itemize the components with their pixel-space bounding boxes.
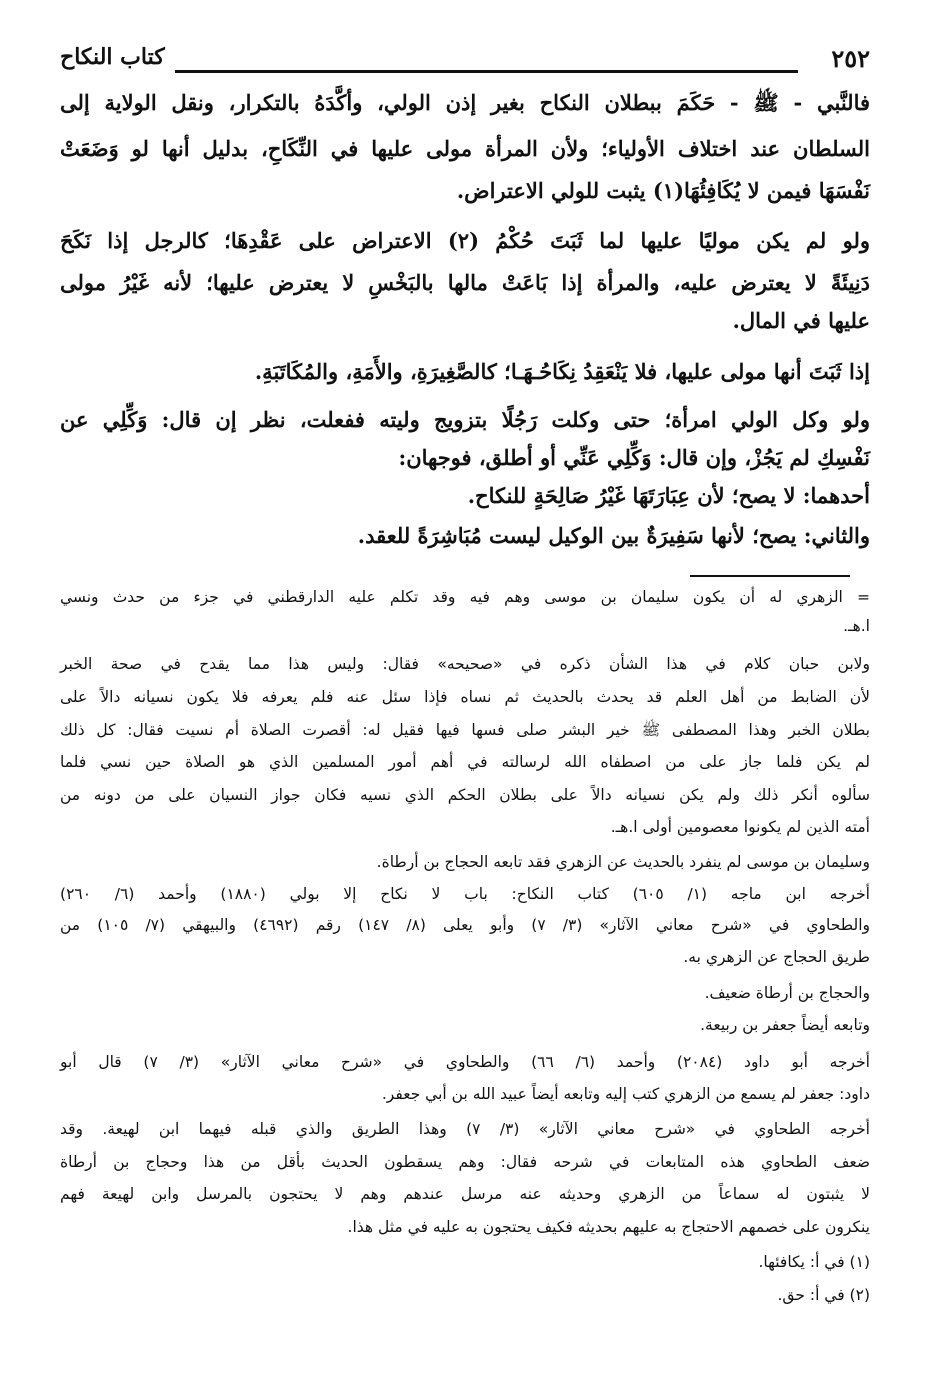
footnote-separator xyxy=(690,575,850,577)
footnote-line: وسليمان بن موسى لم ينفرد بالحديث عن الزهري فقد تابعه الحجاج بن أرطاة. xyxy=(376,853,870,871)
footnote-line: = الزهري له أن يكون سليمان بن موسى وهم فيه وقد تكلم عليه الدارقطني في جزء من حدث ونسي xyxy=(60,588,870,606)
main-line: إذا ثَبَتَ أنها مولى عليها، فلا يَنْعَقِدُ نِكَاحُـهَـا؛ كالصَّغِيرَةِ، والأَمَةِ، والمُكَاتَبَةِ. xyxy=(254,359,870,384)
footnote-line: (١) في أ: يكافئها. xyxy=(758,1253,870,1271)
footnote-line: طريق الحجاج عن الزهري به. xyxy=(683,948,870,966)
chapter-title: كتاب النكاح xyxy=(60,44,165,70)
footnote-line: داود: جعفر لم يسمع من الزهري كتب إليه وتابعه أيضاً عبيد الله بن أبي جعفر. xyxy=(381,1085,870,1103)
main-line: ولو وكل الولي امرأة؛ حتى وكلت رَجُلًا بتزويج وليته ففعلت، نظر إن قال: وَكِّلِي عن xyxy=(60,407,870,432)
page-header xyxy=(60,40,870,80)
footnote-line: لم يكن فلما جاز على من اصطفاه الله لرسالته في أهم أمور المسلمين الذي هو الصلاة حين نسي فلما xyxy=(60,753,870,771)
main-line: عليها في المال. xyxy=(732,308,870,333)
footnote-line: لا يثبتون له سماعاً من الزهري وحديثه عنه مرسل عندهم وهم لا يحتجون بالمرسل وابن لهيعة فهم xyxy=(60,1185,870,1203)
main-line: ولو لم يكن موليًا عليها لما ثَبَتَ حُكْمُ (٢) الاعتراض على عَقْدِهَا؛ كالرجل إذا نَكَحَ xyxy=(60,228,870,253)
main-line: دَنِيئَةً لا يعترض عليه، والمرأة إذا بَاعَتْ مالها بالبَخْسِ لا يعترض عليها؛ لأنه غَيْرُ مولى xyxy=(60,270,870,295)
footnote-line: ضعف الطحاوي هذه المتابعات في شرحه فقال: وهم يسقطون الحديث بأقل من هذا وحجاج بن أرطاة xyxy=(60,1153,870,1171)
footnote-line: بطلان الخبر وهذا المصطفى ﷺ خير البشر صلى فسها فيها فقيل له: أقصرت الصلاة أم نسيت فقال: كل ذلك xyxy=(60,721,870,739)
main-line: والثاني: يصح؛ لأنها سَفِيرَةٌ بين الوكيل ليست مُبَاشِرَةً للعقد. xyxy=(357,523,870,548)
header-rule xyxy=(175,70,798,73)
footnote-line: ا.هـ. xyxy=(843,617,870,635)
footnote-line: لأن الضابط من أهل العلم قد يحدث بالحديث ثم نساه فإذا سئل عنه فلم يعرفه فلا يكون نسيانه دالاً على xyxy=(60,688,870,706)
footnote-line: أخرجه ابن ماجه (١/ ٦٠٥) كتاب النكاح: باب لا نكاح إلا بولي (١٨٨٠) وأحمد (٦/ ٢٦٠) xyxy=(60,885,870,903)
footnote-line: والطحاوي في «شرح معاني الآثار» (٣/ ٧) وأبو يعلى (٨/ ١٤٧) رقم (٤٦٩٢) والبيهقي (٧/ ١٠٥) من xyxy=(60,916,870,934)
footnote-line: أخرجه الطحاوي في «شرح معاني الآثار» (٣/ ٧) وهذا الطريق والذي قبله فيهما ابن لهيعة. وقد xyxy=(60,1120,870,1138)
main-line: أحدهما: لا يصح؛ لأن عِبَارَتَهَا غَيْرُ صَالِحَةٍ للنكاح. xyxy=(467,483,870,508)
footnote-line: وتابعه أيضاً جعفر بن ربيعة. xyxy=(700,1016,870,1034)
footnote-line: أخرجه أبو داود (٢٠٨٤) وأحمد (٦/ ٦٦) والطحاوي في «شرح معاني الآثار» (٣/ ٧) قال أبو xyxy=(60,1053,870,1071)
page-number: ٢٥٢ xyxy=(831,44,870,73)
main-line: نَفْسِكِ لم يَجُزْ، وإن قال: وَكِّلِي عَنِّي أو أطلق، فوجهان: xyxy=(398,445,870,470)
footnote-line: سألوه أنكر ذلك ولم يكن نسيانه دالاً على بطلان الحكم الذي نسيه فكان جواز النسيان على من دونه من xyxy=(60,786,870,804)
footnote-line: أمته الذين لم يكونوا معصومين أولى ا.هـ. xyxy=(610,818,870,836)
main-line: فالنَّبي - ﷺ - حَكَمَ ببطلان النكاح بغير إذن الولي، وأكَّدَهُ بالتكرار، ونقل الولاية إلى xyxy=(60,90,870,115)
footnote-line: ينكرون على خصمهم الاحتجاج به عليهم بحديثه فكيف يحتجون به عليه في مثل هذا. xyxy=(347,1218,870,1236)
footnote-line: (٢) في أ: حق. xyxy=(777,1286,870,1304)
main-line: نَفْسَهَا فيمن لا يُكَافِئُهَا(١) يثبت للولي الاعتراض. xyxy=(456,178,870,203)
footnote-line: ولابن حبان كلام في هذا الشأن ذكره في «صحيحه» فقال: وليس هذا مما يقدح في صحة الخبر xyxy=(60,655,870,673)
footnote-line: والحجاج بن أرطاة ضعيف. xyxy=(704,984,870,1002)
main-line: السلطان عند اختلاف الأولياء؛ ولأن المرأة مولى عليها في النِّكَاحِ، بدليل أنها لو وَضَعَتْ xyxy=(60,136,870,161)
